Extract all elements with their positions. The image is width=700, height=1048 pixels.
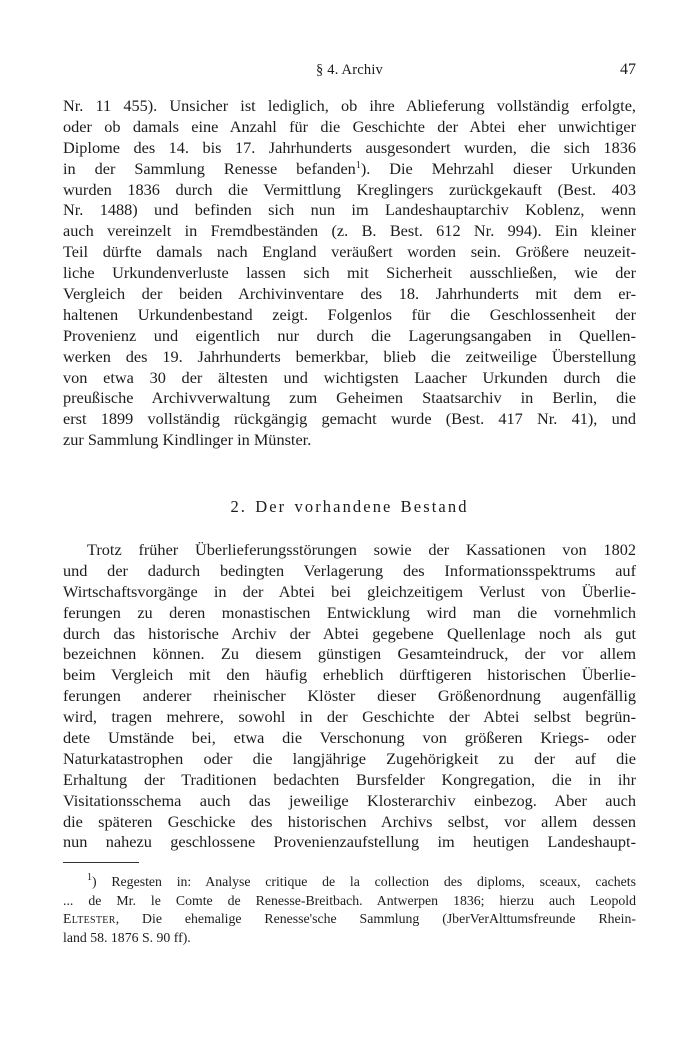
text-line: Erhaltung der Traditionen bedachten Bursfelder Kongregation, die in ihr bbox=[63, 769, 636, 789]
text-line: Wirtschaftsvorgänge in der Abtei bei gleichzeitigem Verlust von Überlie- bbox=[63, 581, 636, 601]
footnote-marker: 1 bbox=[87, 872, 92, 883]
text-line: haltenen Urkundenbestand zeigt. Folgenlos für die Geschlossenheit der bbox=[63, 304, 636, 324]
text-line: wurden 1836 durch die Vermittlung Kreglingers zurückgekauft (Best. 403 bbox=[63, 179, 636, 199]
text-line: auch vereinzelt in Fremdbeständen (z. B. Best. 612 Nr. 994). Ein kleiner bbox=[63, 221, 636, 241]
running-header bbox=[63, 62, 636, 84]
text-line: die späteren Geschicke des historischen Archivs selbst, vor allem dessen bbox=[63, 811, 636, 831]
text-line: ferungen anderer rheinischer Klöster dieser Größenordnung augenfällig bbox=[63, 686, 636, 706]
text-line: Naturkatastrophen oder die langjährige Zugehörigkeit zu der auf die bbox=[63, 748, 636, 768]
footnote-line bbox=[63, 910, 636, 929]
text-line: zur Sammlung Kindlinger in Münster. bbox=[63, 430, 312, 450]
text-segment: ) Regesten in: Analyse critique de la collection des diploms, sceaux, cachets bbox=[92, 874, 636, 889]
text-line: Nr. 1488) und befinden sich nun im Landeshauptarchiv Koblenz, wenn bbox=[63, 200, 636, 220]
text-line: von etwa 30 der ältesten und wichtigsten Laacher Urkunden durch die bbox=[63, 367, 636, 387]
footnote bbox=[63, 873, 636, 947]
footnote-line: ... de Mr. le Comte de Renesse-Breitbach. Antwerpen 1836; hierzu auch Leopold bbox=[63, 892, 636, 908]
text-line: preußische Archivverwaltung zum Geheimen Staatsarchiv in Berlin, die bbox=[63, 388, 636, 408]
text-line: beim Vergleich mit den häufig erheblich dürftigeren historischen Überlie- bbox=[63, 665, 636, 685]
text-line: ferungen zu deren monastischen Entwicklung wird man die vornehmlich bbox=[63, 602, 636, 622]
footnote-line: land 58. 1876 S. 90 ff). bbox=[63, 929, 191, 945]
text-line: durch das historische Archiv der Abtei gegebene Quellenlage noch als gut bbox=[63, 623, 636, 643]
text-line: werken des 19. Jahrhunderts bemerkbar, blieb die zeitweilige Überstellung bbox=[63, 346, 636, 366]
text-line: Vergleich der beiden Archivinventare des 18. Jahrhunderts mit dem er- bbox=[63, 284, 636, 304]
text-line: dete Umstände bei, etwa die Verschonung von größeren Kriegs- oder bbox=[63, 728, 636, 748]
text-line: wird, tragen mehrere, sowohl in der Geschichte der Abtei selbst begrün- bbox=[63, 707, 636, 727]
text-segment: , Die ehemalige Renesse'sche Sammlung (JberVerAlttumsfreunde Rhein- bbox=[115, 911, 636, 927]
paragraph-archive-losses bbox=[63, 96, 636, 451]
text-line: nun nahezu geschlossene Provenienzaufstellung im heutigen Landeshaupt- bbox=[63, 832, 636, 852]
running-title: § 4. Archiv bbox=[315, 62, 384, 78]
text-line: liche Urkundenverluste lassen sich mit Sicherheit ausschließen, wie der bbox=[63, 263, 636, 283]
paragraph-existing-holdings bbox=[63, 540, 636, 853]
text-segment: in der Sammlung Renesse befanden bbox=[63, 158, 356, 178]
page-number: 47 bbox=[620, 61, 636, 78]
text-line-with-footnote-ref bbox=[63, 159, 636, 180]
text-line: Visitationsschema auch das jeweilige Klosterarchiv einbezog. Aber auch bbox=[63, 790, 636, 810]
section-heading: 2. Der vorhandene Bestand bbox=[230, 497, 469, 516]
text-line: Nr. 11 455). Unsicher ist lediglich, ob ihre Ablieferung vollständig erfolgte, bbox=[63, 96, 636, 115]
footnote-line bbox=[63, 873, 636, 892]
text-line: bezeichnen können. Zu diesem günstigen Gesamteindruck, der vor allem bbox=[63, 644, 636, 664]
footnote-divider bbox=[63, 862, 139, 863]
text-line: oder ob damals eine Anzahl für die Geschichte der Abtei eher unwichtiger bbox=[63, 116, 636, 136]
text-line: Teil dürfte damals nach England veräußert worden sein. Größere neuzeit- bbox=[63, 242, 636, 262]
text-line: und der dadurch bedingten Verlagerung des Informationsspektrums auf bbox=[63, 560, 636, 580]
text-line: Diplome des 14. bis 17. Jahrhunderts ausgesondert wurden, die sich 1836 bbox=[63, 137, 636, 157]
text-line: Provenienz und eigentlich nur durch die Lagerungsangaben in Quellen- bbox=[63, 325, 636, 345]
footnote-reference: 1 bbox=[355, 159, 361, 171]
text-line: Trotz früher Überlieferungsstörungen sowie der Kassationen von 1802 bbox=[87, 540, 636, 559]
text-line: erst 1899 vollständig rückgängig gemacht wurde (Best. 417 Nr. 41), und bbox=[63, 409, 636, 429]
author-name: Eltester bbox=[63, 911, 116, 927]
text-segment: ). Die Mehrzahl dieser Urkunden bbox=[360, 158, 636, 178]
